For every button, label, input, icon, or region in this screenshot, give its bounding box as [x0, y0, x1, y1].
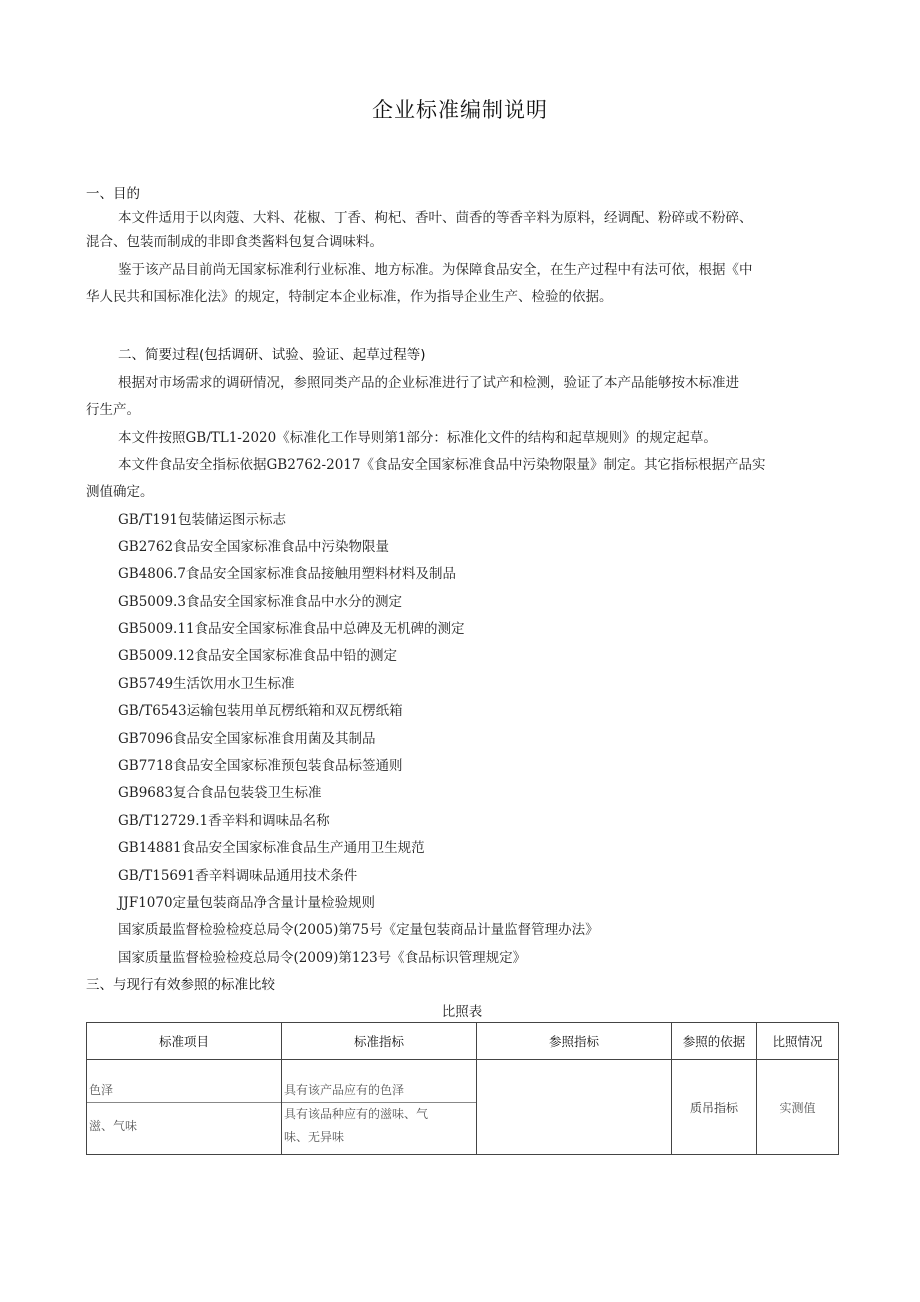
paragraph-line: 混合、包装而制成的非即食类酱料包复合调味料。 [86, 234, 383, 250]
table-cell: 滋、气味 [87, 1102, 281, 1149]
section-1-heading: 一、目的 [86, 186, 140, 202]
reference-item: GB5009.12食品安全国家标准食品中铅的测定 [118, 648, 398, 664]
reference-item: GB4806.7食品安全国家标准食品接触用塑料材料及制品 [118, 566, 456, 582]
reference-item: GB7096食品安全国家标准食用菌及其制品 [118, 731, 376, 747]
table-cell: 具有该产品应有的色泽 [284, 1083, 405, 1097]
reference-item: GB5009.11食品安全国家标准食品中总碑及无机碑的测定 [118, 621, 465, 637]
reference-item: GB/T15691香辛料调味品通用技术条件 [118, 868, 358, 884]
paragraph-line: 本文件按照GB/TL1-2020《标准化工作导则第1部分：标准化文件的结构和起草规则》的规定起草。 [118, 430, 717, 446]
table-cell: 质吊指标 [672, 1060, 757, 1155]
comparison-table [86, 1022, 839, 1155]
header-cell: 标准指标 [282, 1023, 477, 1060]
item-column-cell [87, 1060, 282, 1155]
header-cell: 标准项目 [87, 1023, 282, 1060]
table-caption: 比照表 [441, 1004, 483, 1020]
reference-item: GB7718食品安全国家标准预包装食品标签通则 [118, 758, 403, 774]
paragraph-line: 华人民共和国标准化法》的规定，特制定本企业标准，作为指导企业生产、检验的依据。 [86, 289, 613, 305]
table-cell: 色泽 [89, 1083, 114, 1097]
table-header-row [87, 1023, 839, 1060]
table-cell-line: 具有该品种应有的滋味、气 [284, 1107, 429, 1121]
spec-column-cell [282, 1060, 477, 1155]
section-2-heading: 二、简要过程(包括调研、试验、验证、起草过程等) [118, 347, 426, 363]
reference-item: JJF1070定量包装商品净含量计量检验规则 [118, 895, 376, 911]
reference-item: GB/T191包装储运图示标志 [118, 512, 287, 528]
paragraph-line: 根据对市场需求的调研情况，参照同类产品的企业标准进行了试产和检测，验证了本产品能够按木标准进 [118, 375, 739, 391]
reference-item: GB14881食品安全国家标准食品生产通用卫生规范 [118, 840, 425, 856]
document-title: 企业标准编制说明 [372, 98, 548, 122]
table-cell: 实测值 [757, 1060, 839, 1155]
table-cell-line: 味、无异味 [284, 1130, 345, 1144]
table-cell [282, 1102, 476, 1149]
reference-item: GB2762食品安全国家标准食品中污染物限量 [118, 539, 390, 555]
table-body-row [87, 1060, 839, 1155]
header-cell: 参照的依据 [672, 1023, 757, 1060]
reference-item: 国家质量监督检验检疫总局令(2009)第123号《食品标识管理规定》 [118, 950, 527, 966]
reference-item: GB/T6543运输包装用单瓦楞纸箱和双瓦楞纸箱 [118, 703, 403, 719]
reference-item: GB/T12729.1香辛料和调味品名称 [118, 813, 330, 829]
header-cell: 参照指标 [477, 1023, 672, 1060]
header-cell: 比照情况 [757, 1023, 839, 1060]
section-3-heading: 三、与现行有效参照的标准比较 [86, 977, 275, 993]
reference-item: 国家质最监督检验检疫总局令(2005)第75号《定量包装商品计量监督管理办法》 [118, 922, 599, 938]
reference-item: GB5749生活饮用水卫生标准 [118, 676, 295, 692]
paragraph-line: 鉴于该产品目前尚无国家标准利行业标准、地方标准。为保障食品安全，在生产过程中有法可依，根据《中 [118, 262, 753, 278]
paragraph-line: 测值确定。 [86, 484, 154, 500]
paragraph-line: 本文件食品安全指标依据GB2762-2017《食品安全国家标准食品中污染物限量》制定。其它指标根据产品实 [118, 457, 766, 473]
reference-item: GB9683复合食品包装袋卫生标准 [118, 785, 322, 801]
table-cell [477, 1060, 672, 1155]
reference-item: GB5009.3食品安全国家标准食品中水分的测定 [118, 594, 402, 610]
paragraph-line: 本文件适用于以肉蔻、大料、花椒、丁香、枸杞、香叶、茴香的等香辛料为原料，经调配、粉碎或不粉碎、 [118, 210, 753, 226]
paragraph-line: 行生产。 [86, 402, 140, 418]
